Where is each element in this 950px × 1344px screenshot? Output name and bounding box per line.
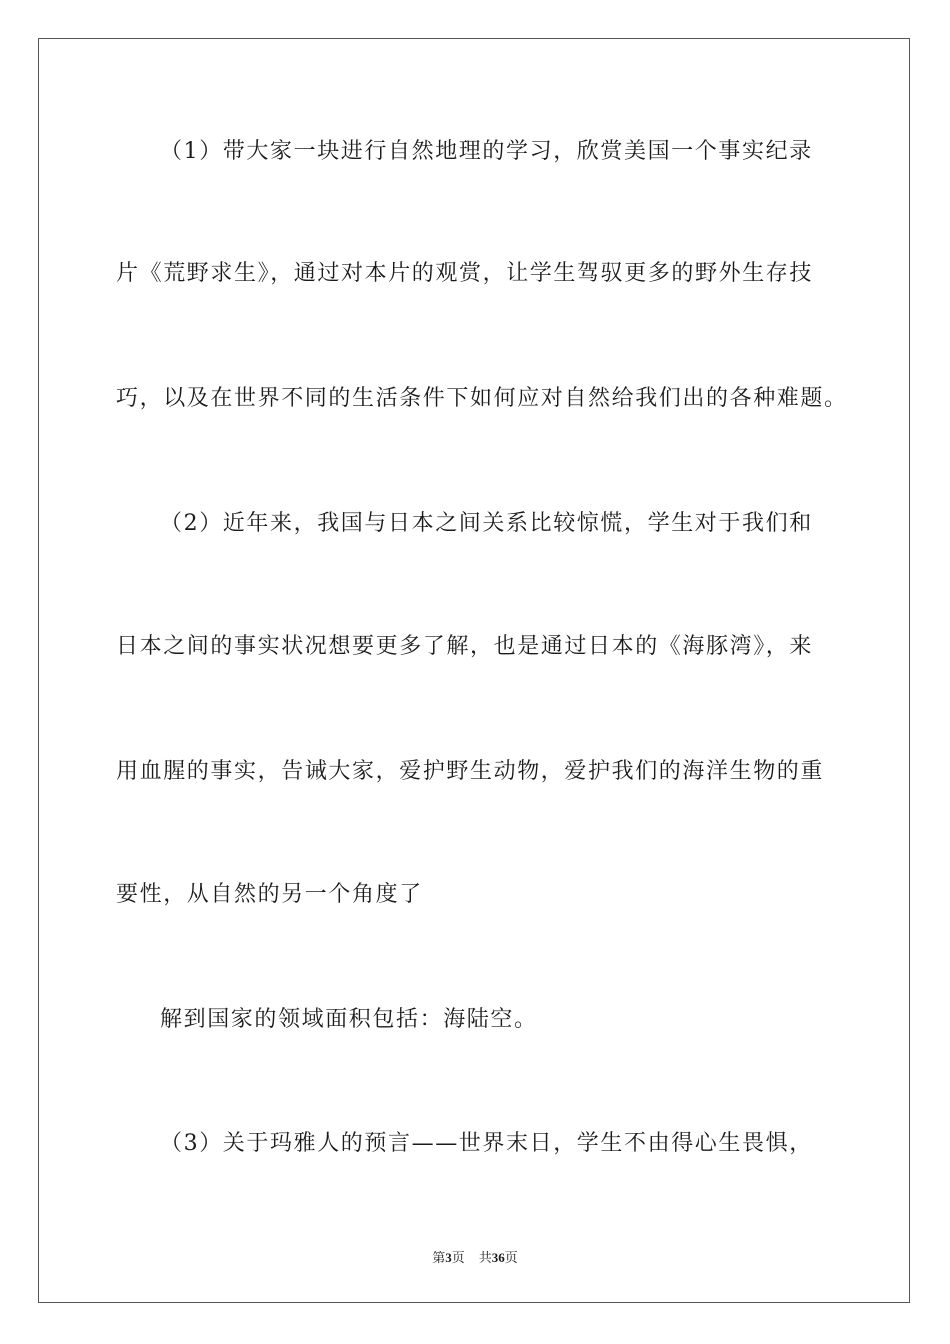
paragraph-line-8: 解到国家的领域面积包括：海陆空。 [160, 1007, 538, 1032]
paragraph-line-7: 要性，从自然的另一个角度了 [116, 882, 423, 907]
paragraph-line-1: （1）带大家一块进行自然地理的学习，欣赏美国一个事实纪录 [160, 139, 813, 164]
paragraph-line-3: 巧，以及在世界不同的生活条件下如何应对自然给我们出的各种难题。 [116, 386, 848, 411]
page-border [38, 38, 910, 1303]
footer-page-prefix: 第 [432, 1251, 446, 1266]
paragraph-line-4: （2）近年来，我国与日本之间关系比较惊慌，学生对于我们和 [160, 511, 813, 536]
paragraph-line-6: 用血腥的事实，告诫大家，爱护野生动物，爱护我们的海洋生物的重 [116, 759, 825, 784]
paragraph-line-2: 片《荒野求生》，通过对本片的观赏，让学生驾驭更多的野外生存技 [116, 261, 814, 286]
footer-total-number: 36 [491, 1250, 505, 1265]
footer-page-number: 3 [445, 1250, 452, 1265]
footer-total-prefix: 共 [478, 1251, 492, 1266]
page-footer [0, 1247, 950, 1266]
paragraph-line-9: （3）关于玛雅人的预言——世界末日，学生不由得心生畏惧， [160, 1131, 813, 1156]
footer-page-suffix: 页 [451, 1251, 465, 1266]
footer-total-suffix: 页 [504, 1251, 518, 1266]
paragraph-line-5: 日本之间的事实状况想要更多了解，也是通过日本的《海豚湾》，来 [116, 634, 814, 659]
